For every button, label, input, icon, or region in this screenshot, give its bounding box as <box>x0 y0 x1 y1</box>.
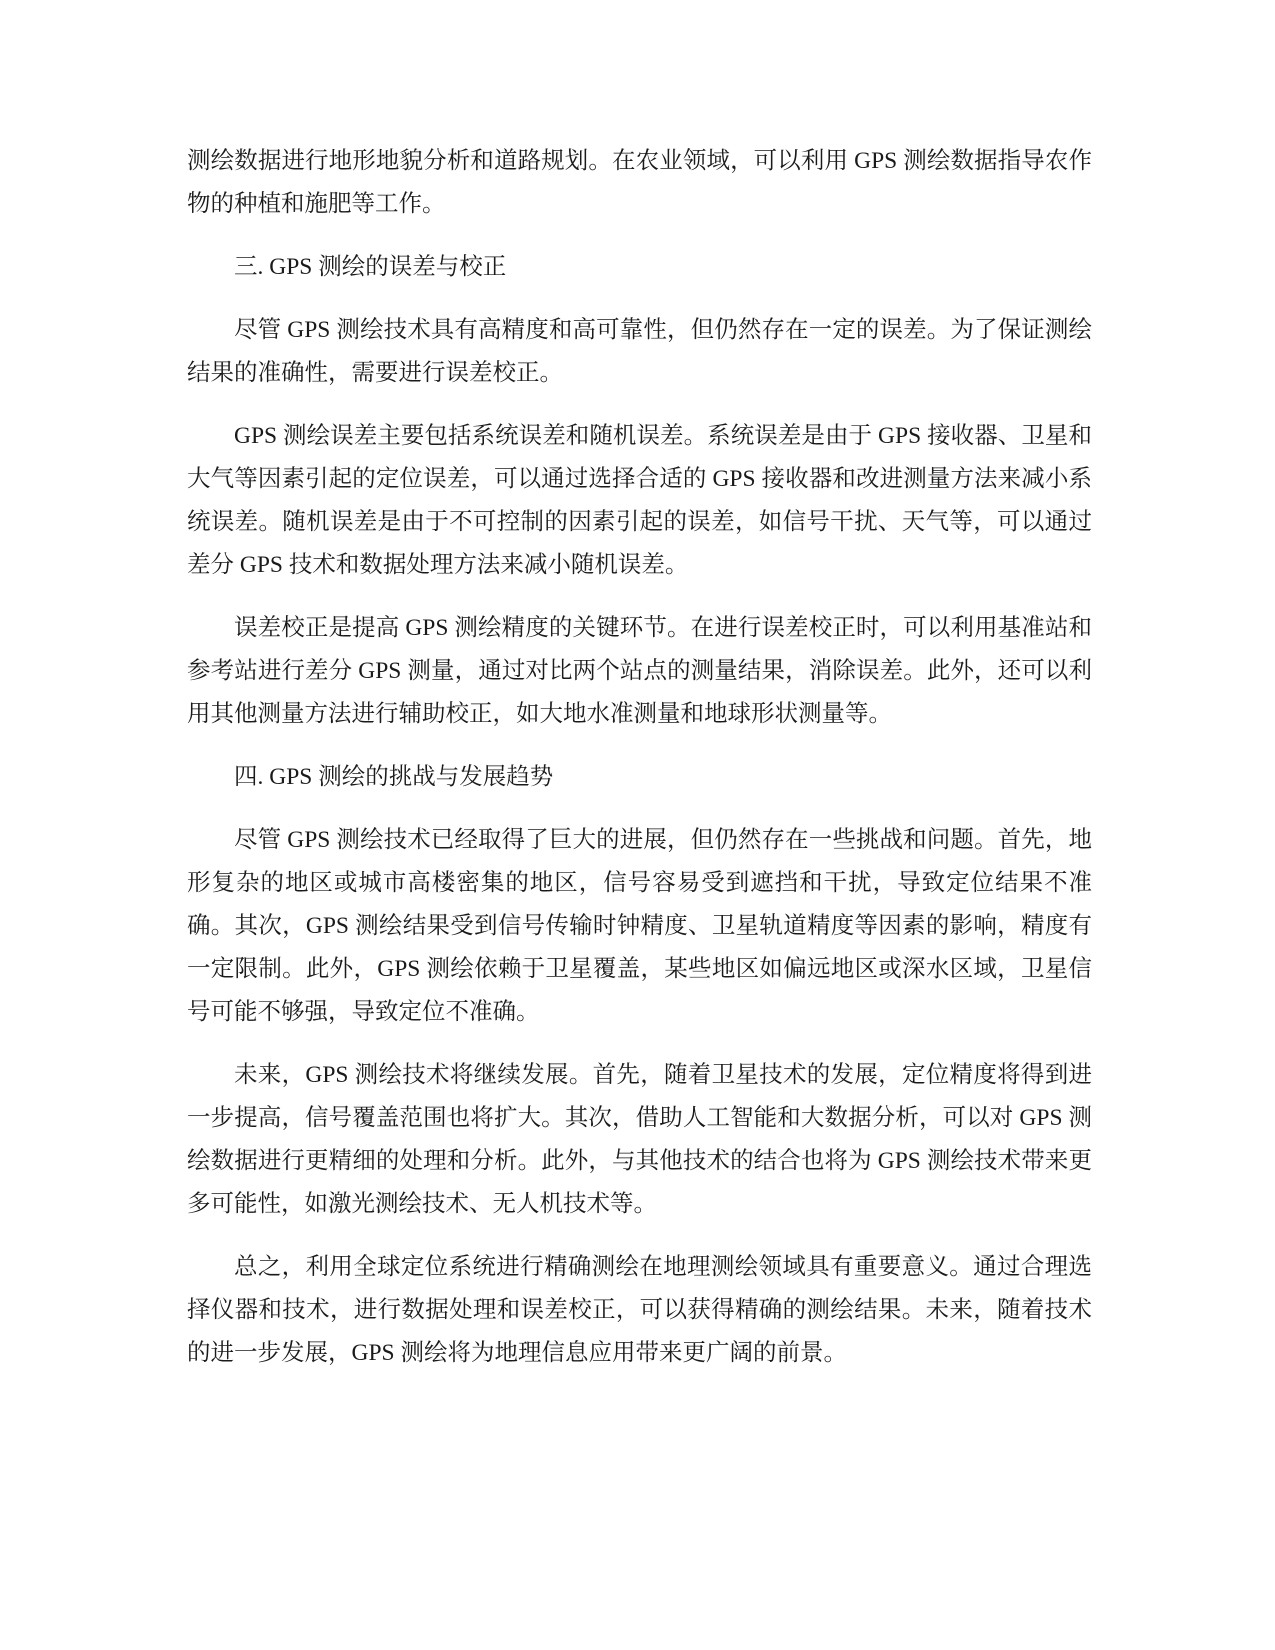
section-heading-3: 三. GPS 测绘的误差与校正 <box>234 254 507 280</box>
section-heading-4: 四. GPS 测绘的挑战与发展趋势 <box>234 764 554 790</box>
document-body <box>187 140 1092 1395</box>
paragraph: 未来，GPS 测绘技术将继续发展。首先，随着卫星技术的发展，定位精度将得到进一步提高，信号覆盖范围也将扩大。其次，借助人工智能和大数据分析，可以对 GPS 测绘数据进行更精细的处理和分析。此外，与其他技术的结合也将为 GPS 测绘技术带来更多可能性，如激光测绘技术、无人机技术等。 <box>187 1062 1092 1217</box>
paragraph: 尽管 GPS 测绘技术具有高精度和高可靠性，但仍然存在一定的误差。为了保证测绘结果的准确性，需要进行误差校正。 <box>187 317 1092 386</box>
paragraph: 总之，利用全球定位系统进行精确测绘在地理测绘领域具有重要意义。通过合理选择仪器和技术，进行数据处理和误差校正，可以获得精确的测绘结果。未来，随着技术的进一步发展，GPS 测绘将为地理信息应用带来更广阔的前景。 <box>187 1254 1092 1366</box>
paragraph: GPS 测绘误差主要包括系统误差和随机误差。系统误差是由于 GPS 接收器、卫星和大气等因素引起的定位误差，可以通过选择合适的 GPS 接收器和改进测量方法来减小系统误差。随机误差是由于不可控制的因素引起的误差，如信号干扰、天气等，可以通过差分 GPS 技术和数据处理方法来减小随机误差。 <box>187 423 1092 578</box>
paragraph-continued: 测绘数据进行地形地貌分析和道路规划。在农业领域，可以利用 GPS 测绘数据指导农作物的种植和施肥等工作。 <box>187 148 1092 217</box>
paragraph: 尽管 GPS 测绘技术已经取得了巨大的进展，但仍然存在一些挑战和问题。首先，地形复杂的地区或城市高楼密集的地区，信号容易受到遮挡和干扰，导致定位结果不准确。其次，GPS 测绘结果受到信号传输时钟精度、卫星轨道精度等因素的影响，精度有一定限制。此外，GPS 测绘依赖于卫星覆盖，某些地区如偏远地区或深水区域，卫星信号可能不够强，导致定位不准确。 <box>187 827 1092 1025</box>
paragraph: 误差校正是提高 GPS 测绘精度的关键环节。在进行误差校正时，可以利用基准站和参考站进行差分 GPS 测量，通过对比两个站点的测量结果，消除误差。此外，还可以利用其他测量方法进行辅助校正，如大地水准测量和地球形状测量等。 <box>187 615 1092 727</box>
